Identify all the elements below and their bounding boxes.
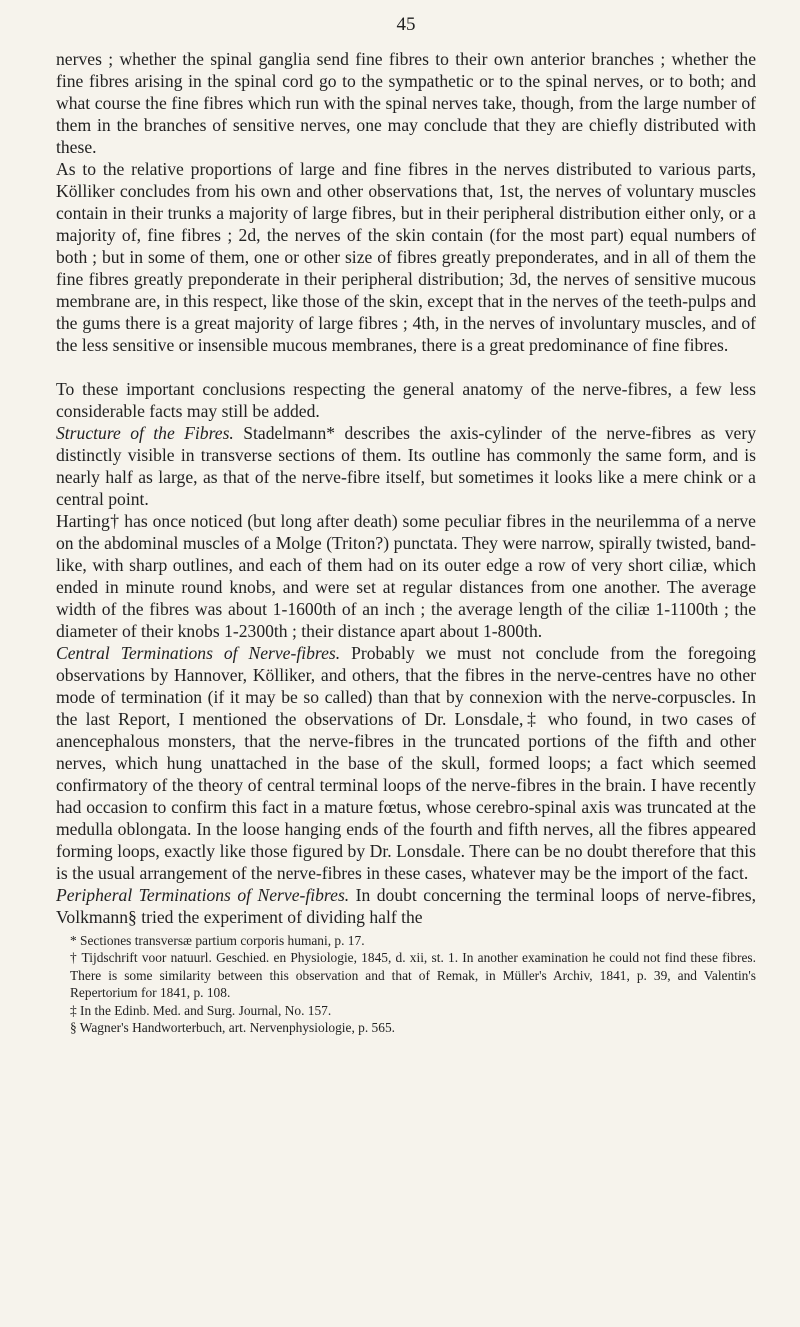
paragraph-text: Probably we must not conclude from the foregoing observations by Hannover, Kölliker, and others, that the fibres in the nerve-centres have no other mode of termination (if it may be so called) than that by connexion with the nerve-corpuscles. In the last Report, I mentioned the observations of Dr. Lonsdale,‡ who found, in two cases of anencephalous monsters, that the nerve-fibres in the truncated portions of the fifth and other nerves, which hung unattached in the base of the skull, formed loops; a fact which seemed confirmatory of the theory of central terminal loops of the nerve-fibres in the brain. I have recently had occasion to confirm this fact in a mature fœtus, whose cerebro-spinal axis was truncated at the medulla oblongata. In the loose hanging ends of the fourth and fifth nerves, all the fibres appeared forming loops, exactly like those figured by Dr. Lonsdale. There can be no doubt therefore that this is the usual arrangement of the nerve-fibres in these cases, whatever may be the import of the fact. <box>56 643 756 883</box>
paragraph <box>56 642 756 884</box>
page-number: 45 <box>396 14 416 35</box>
footnotes <box>56 932 756 1036</box>
footnote: ‡ In the Edinb. Med. and Surg. Journal, No. 157. <box>70 1002 332 1018</box>
paragraph-text: Stadelmann* describes the axis-cylinder of the nerve-fibres as very distinctly visible in transverse sections of them. Its outline has commonly the same form, and is nearly half as large, as that of the nerve-fibre itself, but sometimes it looks like a mere chink or a central point. <box>56 423 756 509</box>
paragraph <box>56 422 756 510</box>
section-heading: Structure of the Fibres. <box>56 423 234 443</box>
paragraph-text: In doubt concerning the terminal loops of nerve-fibres, Volkmann§ tried the experiment of dividing half the <box>56 885 756 927</box>
paragraph: nerves ; whether the spinal ganglia send fine fibres to their own anterior branches ; whether the fine fibres arising in the spinal cord go to the sympathetic or to the spinal nerves, or to both; and what course the fine fibres which run with the spinal nerves take, though, from the large number of them in the branches of sensitive nerves, one may conclude that they are chiefly distributed with these. <box>56 49 756 157</box>
section-heading: Central Terminations of Nerve-fibres. <box>56 643 341 663</box>
section-heading: Peripheral Terminations of Nerve-fibres. <box>56 885 350 905</box>
body-text <box>56 48 756 928</box>
paragraph: Harting† has once noticed (but long after death) some peculiar fibres in the neurilemma of a nerve on the abdominal muscles of a Molge (Triton?) punctata. They were narrow, spirally twisted, band-like, with sharp outlines, and each of them had on its outer edge a row of very short ciliæ, which ended in minute round knobs, and were set at regular distances from one another. The average width of the fibres was about 1-1600th of an inch ; the average length of the ciliæ 1-1100th ; the diameter of their knobs 1-2300th ; their distance apart about 1-800th. <box>56 511 756 641</box>
footnote: § Wagner's Handworterbuch, art. Nervenphysiologie, p. 565. <box>70 1020 395 1036</box>
footnote: * Sectiones transversæ partium corporis humani, p. 17. <box>70 933 365 948</box>
paragraph: To these important conclusions respecting the general anatomy of the nerve-fibres, a few less considerable facts may still be added. <box>56 379 756 421</box>
paragraph: As to the relative proportions of large and fine fibres in the nerves distributed to various parts, Kölliker concludes from his own and other observations that, 1st, the nerves of voluntary muscles contain in their trunks a majority of large fibres, but in their peripheral distribution either only, or a majority of, fine fibres ; 2d, the nerves of the skin contain (for the most part) equal numbers of both ; but in some of them, one or other size of fibres greatly preponderates, and in all of them the fine fibres greatly preponderate in their peripheral distribution; 3d, the nerves of sensitive mucous membrane are, in this respect, like those of the skin, except that in the nerves of the teeth-pulps and the gums there is a great majority of large fibres ; 4th, in the nerves of involuntary muscles, and of the less sensitive or insensible mucous membranes, there is a great predominance of fine fibres. <box>56 159 756 355</box>
footnote: † Tijdschrift voor natuurl. Geschied. en Physiologie, 1845, d. xii, st. 1. In another examination he could not find these fibres. There is some similarity between this observation and that of Remak, in Müller's Archiv, 1841, p. 39, and Valentin's Repertorium for 1841, p. 108. <box>70 950 756 1001</box>
paragraph <box>56 884 756 928</box>
